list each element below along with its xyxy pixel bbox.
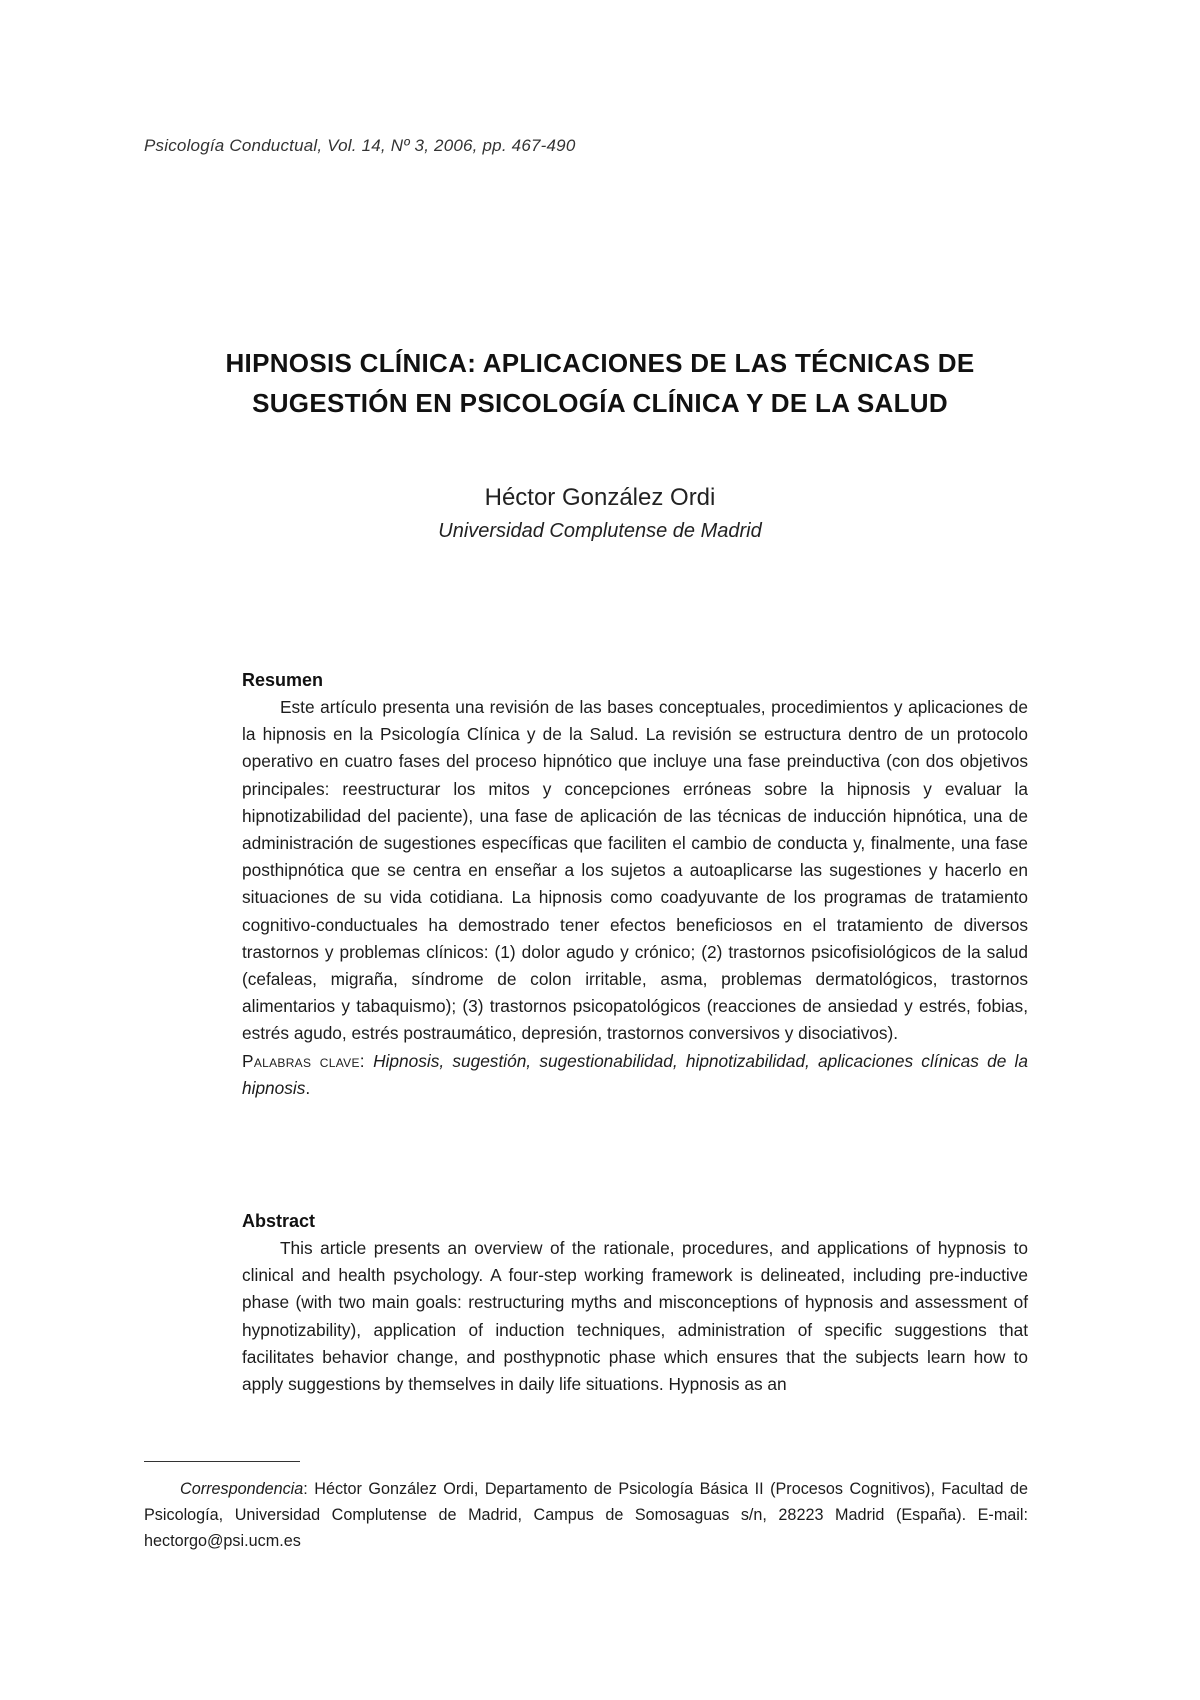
footnote-text: : Héctor González Ordi, Departamento de Psicología Básica II (Procesos Cognitivos), Facultad de Psicología, Universidad Complutense de Madrid, Campus de Somosaguas s/n, 28223 Madrid (España). E-mail: hectorgo@psi.ucm.es — [144, 1480, 1028, 1550]
article-title-line-2: SUGESTIÓN EN PSICOLOGÍA CLÍNICA Y DE LA SALUD — [252, 388, 948, 418]
article-title-line-1: HIPNOSIS CLÍNICA: APLICACIONES DE LAS TÉCNICAS DE — [225, 348, 975, 378]
keywords-text: Hipnosis, sugestión, sugestionabilidad, hipnotizabilidad, aplicaciones clínicas de la hipnosis — [242, 1050, 1028, 1098]
footnote-label: Correspondencia — [180, 1480, 304, 1498]
resumen-section — [242, 667, 1028, 1102]
resumen-body: Este artículo presenta una revisión de las bases conceptuales, procedimientos y aplicaciones de la hipnosis en la Psicología Clínica y de la Salud. La revisión se estructura dentro de un protocolo operativo en cuatro fases del proceso hipnótico que incluye una fase preinductiva (con dos objetivos principales: reestructurar los mitos y concepciones erróneas sobre la hipnosis y evaluar la hipnotizabilidad del paciente), una fase de aplicación de las técnicas de inducción hipnótica, una de administración de sugestiones específicas que faciliten el cambio de conducta y, finalmente, una fase posthipnótica que se centra en enseñar a los sujetos a autoaplicarse las sugestiones y hacerlo en situaciones de su vida cotidiana. La hipnosis como coadyuvante de los programas de tratamiento cognitivo-conductuales ha demostrado tener efectos beneficiosos en el tratamiento de diversos trastornos y problemas clínicos: (1) dolor agudo y crónico; (2) trastornos psicofisiológicos de la salud (cefaleas, migraña, síndrome de colon irritable, asma, problemas dermatológicos, trastornos alimentarios y tabaquismo); (3) trastornos psicopatológicos (reacciones de ansiedad y estrés, fobias, estrés agudo, estrés postraumático, depresión, trastornos conversivos y disociativos). — [242, 697, 1028, 1044]
footnote-divider — [144, 1461, 300, 1462]
abstract-heading: Abstract — [242, 1211, 316, 1231]
keywords-end: . — [305, 1077, 311, 1098]
author-name: Héctor González Ordi — [484, 484, 716, 511]
abstract-section — [242, 1208, 1028, 1398]
correspondence-footnote — [144, 1476, 1028, 1554]
keywords-line — [242, 1048, 1028, 1102]
journal-reference: Psicología Conductual, Vol. 14, Nº 3, 2006, pp. 467-490 — [144, 136, 576, 155]
resumen-heading: Resumen — [242, 670, 324, 690]
abstract-body: This article presents an overview of the rationale, procedures, and applications of hypnosis to clinical and health psychology. A four-step working framework is delineated, including pre-inductive phase (with two main goals: restructuring myths and misconceptions of hypnosis and assessment of hypnotizability), application of induction techniques, administration of specific suggestions that facilitates behavior change, and posthypnotic phase which ensures that the subjects learn how to apply suggestions by themselves in daily life situations. Hypnosis as an — [242, 1238, 1028, 1395]
author-affiliation: Universidad Complutense de Madrid — [438, 520, 762, 542]
keywords-label: Palabras clave: — [242, 1050, 365, 1071]
